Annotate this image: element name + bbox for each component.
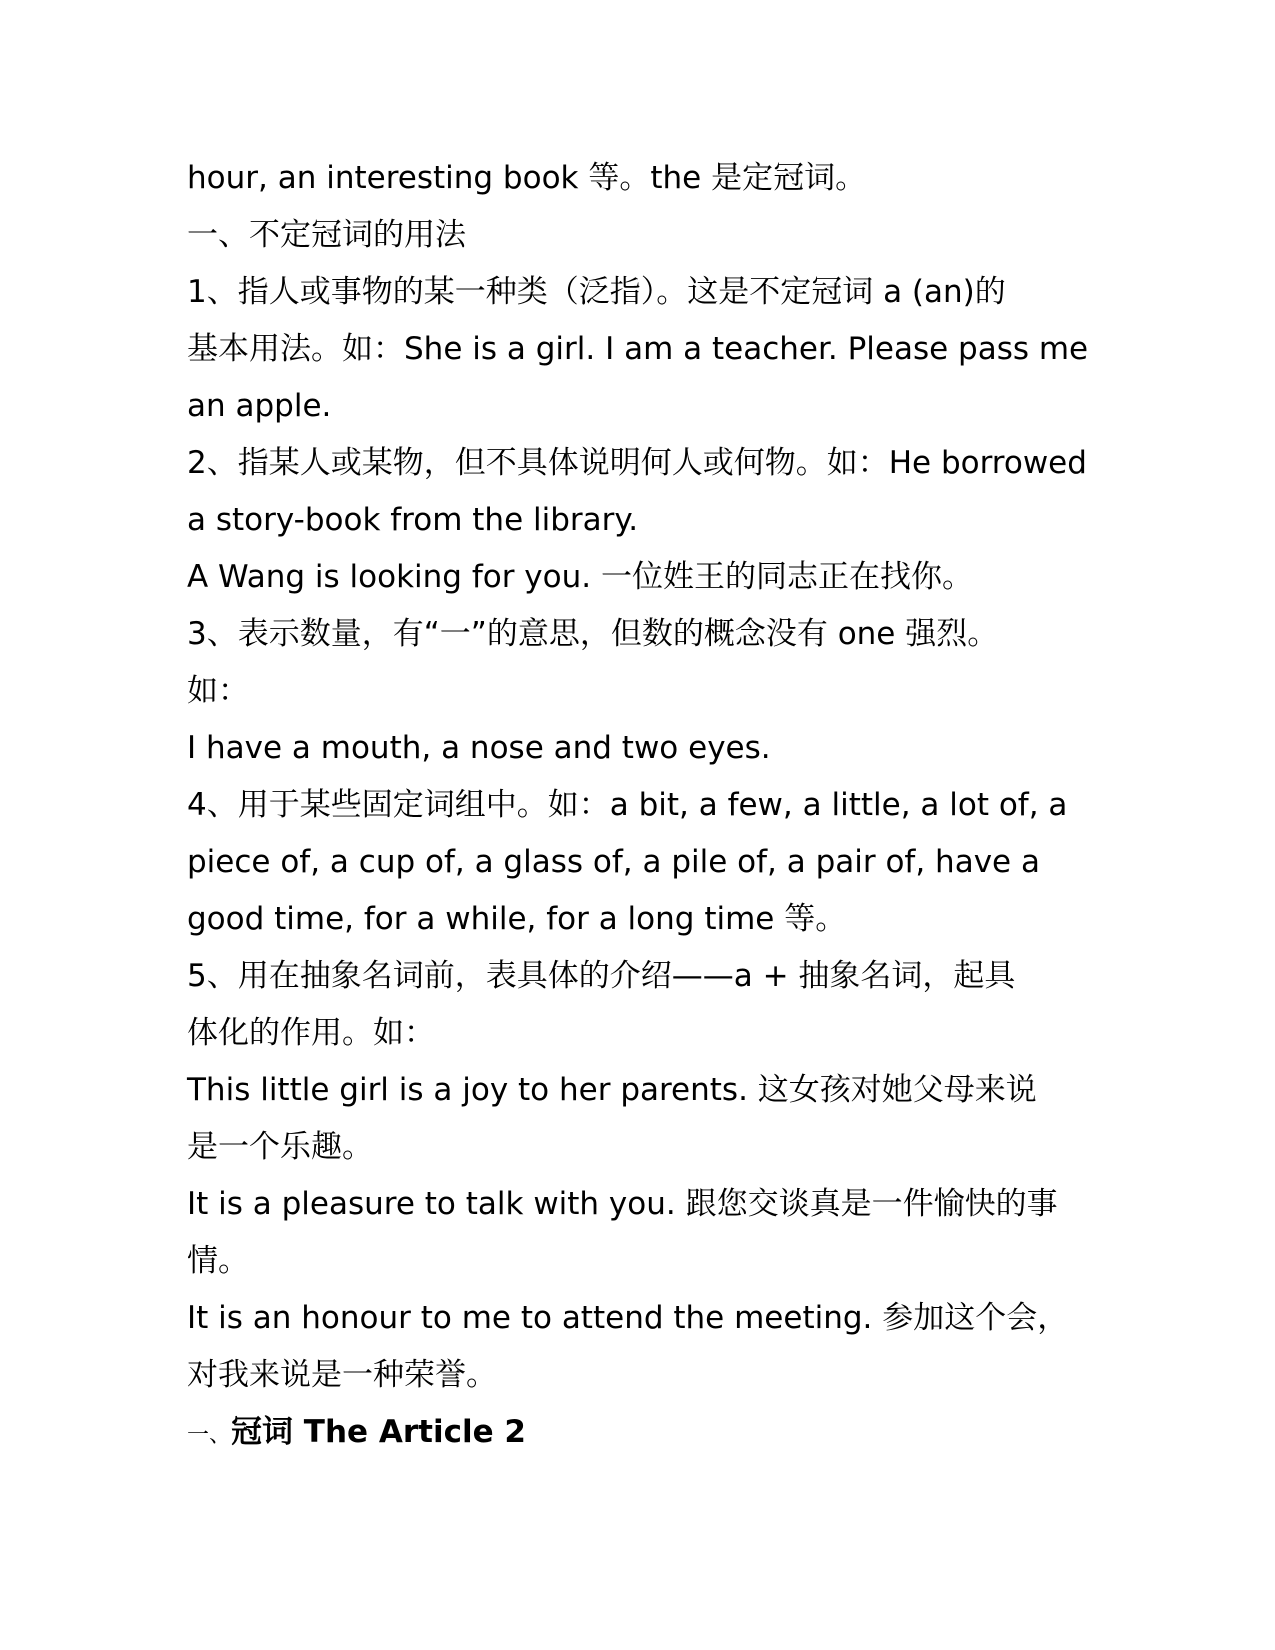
section-title-indefinite-article: 一、不定冠词的用法 [187,217,466,253]
text-line: 体化的作用。如： [187,1015,435,1051]
text-line: 对我来说是一种荣誉。 [187,1357,497,1393]
text-line: an apple. [187,388,332,424]
text-line: It is an honour to me to attend the meeting. 参加这个会， [187,1300,1069,1336]
heading-prefix: 一、 [187,1423,232,1448]
heading-text: 冠词 The Article 2 [231,1414,526,1450]
text-line: 2、指某人或某物，但不具体说明何人或何物。如：He borrowed [187,445,1087,481]
text-line: hour, an interesting book 等。the 是定冠词。 [187,160,867,196]
text-line: It is a pleasure to talk with you. 跟您交谈真是一件愉快的事 [187,1186,1058,1222]
text-line: 1、指人或事物的某一种类（泛指）。这是不定冠词 a (an)的 [187,274,1006,310]
text-line: 情。 [187,1243,249,1279]
text-line: 是一个乐趣。 [187,1129,373,1165]
section-heading [187,1404,1107,1464]
text-line: good time, for a while, for a long time 等。 [187,901,847,937]
text-line: I have a mouth, a nose and two eyes. [187,730,771,766]
text-line: 如： [187,673,249,709]
text-line: A Wang is looking for you. 一位姓王的同志正在找你。 [187,559,973,595]
text-line: 5、用在抽象名词前，表具体的介绍——a + 抽象名词，起具 [187,958,1016,994]
text-line: a story-book from the library. [187,502,639,538]
text-line: 4、用于某些固定词组中。如：a bit, a few, a little, a lot of, a [187,787,1068,823]
document-body [187,150,1107,1464]
text-line: 3、表示数量，有“一”的意思，但数的概念没有 one 强烈。 [187,616,999,652]
text-line: This little girl is a joy to her parents. 这女孩对她父母来说 [187,1072,1037,1108]
text-line: piece of, a cup of, a glass of, a pile of, a pair of, have a [187,844,1040,880]
text-line: 基本用法。如：She is a girl. I am a teacher. Please pass me [187,331,1089,367]
